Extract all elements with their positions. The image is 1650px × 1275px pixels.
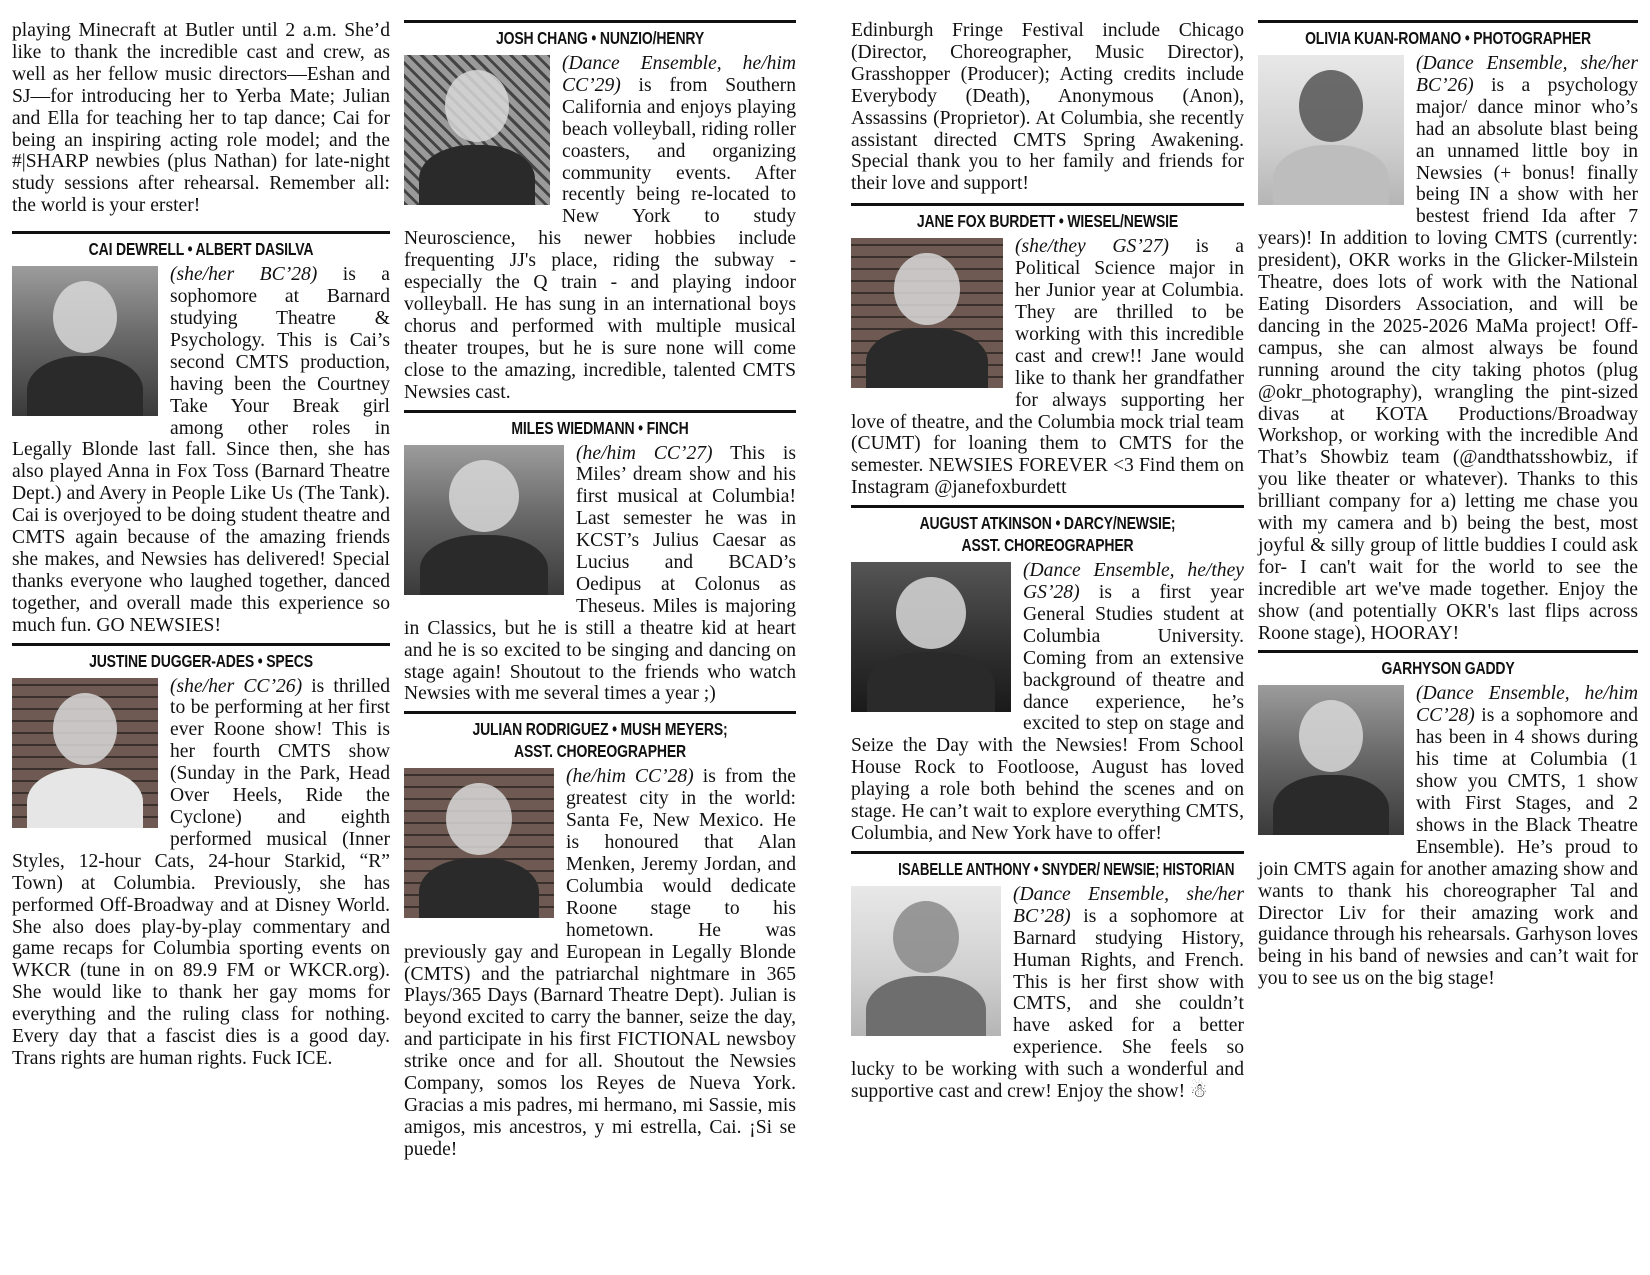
bio-heading: GARHYSON GADDY	[1381, 658, 1515, 679]
bio-heading: JANE FOX BURDETT • WIESEL/NEWSIE	[916, 211, 1179, 232]
bio-isabelle-anthony	[851, 851, 1244, 1103]
bio-text: is from Southern California and enjoys playing beach volleyball, riding roller coasters, and organizing community events. After recently being re-located to New York to study Neuroscience, his newer hobbies include frequenting JJ's place, riding the subway - especially the Q train - and playing indoor volleyball. He has sung in an international boys chorus and performed with multiple musical theater troupes, but he is sure none will come close to the amazing, incredible, talented CMTS Newsies cast.	[404, 74, 796, 403]
bio-miles-wiedmann	[404, 410, 796, 706]
pronouns-class: (she/her BC’28)	[170, 264, 318, 286]
pronouns-class: (Dance Ensemble, she/her BC’28)	[1013, 883, 1244, 927]
pronouns-class: (he/him CC’27)	[576, 442, 713, 464]
pronouns-class: (he/him CC’28)	[566, 766, 694, 788]
bio-olivia-kuan-romano	[1258, 20, 1638, 644]
headshot-photo	[404, 768, 554, 918]
bio-august-atkinson	[851, 505, 1244, 845]
headshot-photo	[1258, 55, 1404, 205]
bio-text: This is Miles’ dream show and his first musical at Columbia! Last semester he was in KCST’s Julius Caesar as Lucius and BCAD’s Oedipus at Colonus as Theseus. Miles is majoring in Classics, but he is still a theatre kid at heart and he is so excited to be singing and dancing on stage again! Shoutout to the friends who watch Newsies with me several times a year ;)	[404, 442, 796, 705]
bio-heading: OLIVIA KUAN-ROMANO • PHOTOGRAPHER	[1305, 28, 1591, 48]
headshot-photo	[404, 445, 564, 595]
pronouns-class: (she/her CC’26)	[170, 675, 303, 697]
headshot-photo	[1258, 685, 1404, 835]
column-1	[12, 0, 390, 1070]
bio-text: is from the greatest city in the world: Santa Fe, New Mexico. He is honoured that Alan Menken, Jeremy Jordan, and Columbia would dedicate Roone stage to his hometown. He was previously gay and European in Legally Blonde (CMTS) and the patriarchal nightmare in 365 Plays/365 Days (Barnard Theatre Dept). Julian is beyond excited to carry the banner, seize the day, and participate in his first FICTIONAL newsboy strike once and for all. Shoutout the Newsies Company, somos los Reyes de Nueva York. Gracias a mis padres, mi hermano, mi Sassie, mis amigos, mis ancestros, y mi estrella, Cai. ¡Si se puede!	[404, 766, 796, 1160]
headshot-photo	[851, 238, 1003, 388]
pronouns-class: (Dance Ensemble, he/they GS’28)	[1023, 560, 1244, 604]
pronouns-class: (Dance Ensemble, he/him CC’29)	[562, 53, 796, 96]
pronouns-class: (Dance Ensemble, she/her BC’26)	[1416, 53, 1638, 96]
headshot-photo	[12, 678, 158, 828]
bio-heading: ISABELLE ANTHONY • SNYDER/ NEWSIE; HISTORIAN	[898, 858, 1235, 879]
bio-josh-chang	[404, 20, 796, 404]
bio-heading-line-1: JULIAN RODRIGUEZ • MUSH MEYERS;	[472, 719, 728, 740]
column-4	[1258, 20, 1638, 990]
bio-heading: CAI DEWRELL • ALBERT DASILVA	[88, 239, 314, 260]
bio-text: is a sophomore and has been in 4 shows during his time at Columbia (1 show you CMTS, 1 show with First Stages, and 2 shows in the Black Theatre Ensemble). He’s proud to join CMTS again for another amazing show and wants to thank his choreographer Tal and Director Liv for their amazing work and guidance through his rehearsals. Garhyson loves being in his band of newsies and can’t wait for you to see us on the big stage!	[1258, 705, 1638, 990]
headshot-photo	[12, 266, 158, 416]
continued-bio-text: Edinburgh Fringe Festival include Chicago (Director, Choreographer, Music Director), Grasshopper (Producer); Acting credits include Everybody (Death), Anonymous (Anon), Assassins (Proprietor). At Columbia, she recently assistant directed CMTS Spring Awakening. Special thank you to her family and friends for their love and support!	[851, 20, 1244, 195]
bio-text: is a psychology major/ dance minor who’s had an absolute blast being an unnamed little boy in Newsies (+ bonus! finally being IN a show with her bestest friend Ida after 7 years)! In addition to loving CMTS (currently: president), OKR works in the Glicker-Milstein Theatre, does lots of work with the National Eating Disorders Association, and will be dancing in the 2025-2026 MaMa project! Off-campus, she can almost always be found running around the city taking photos (plug @okr_photography), wrangling the pint-sized divas at KOTA Productions/Broadway Workshop, or working with the incredible And That’s Showbiz team (@andthatsshowbiz, if you like theater or whatever). Thanks to this brilliant company for a) letting me chase you with my camera and b) being the best, most joyful & silly group of little buddies I could ask for- I can't wait for the world to see the incredible art we've made together. Enjoy the show (and potentially OKR's last flips across Roone stage), HOORAY!	[1258, 74, 1638, 644]
bio-julian-rodriguez	[404, 711, 796, 1160]
bio-heading-line-2: ASST. CHOREOGRAPHER	[514, 741, 686, 762]
bio-heading: JOSH CHANG • NUNZIO/HENRY	[495, 28, 705, 48]
headshot-photo	[851, 562, 1011, 712]
bio-jane-fox-burdett	[851, 203, 1244, 499]
column-2	[404, 20, 796, 1161]
column-3	[851, 0, 1244, 1103]
pronouns-class: (Dance Ensemble, he/him CC’28)	[1416, 683, 1638, 727]
bio-heading-line-1: AUGUST ATKINSON • DARCY/NEWSIE;	[919, 513, 1176, 534]
bio-text: is a first year General Studies student at Columbia University. Coming from an extensive background of theatre and dance experience, he’s excited to step on stage and Seize the Day with the Newsies! From School House Rock to Footloose, August has loved playing a role both behind the scenes and on stage. He can’t wait to explore everything CMTS, Columbia, and New York have to offer!	[851, 582, 1244, 844]
pronouns-class: (she/they GS’27)	[1015, 236, 1169, 258]
bio-justine-dugger-ades	[12, 643, 390, 1070]
bio-heading: JUSTINE DUGGER-ADES • SPECS	[89, 650, 313, 671]
continued-bio-text: playing Minecraft at Butler until 2 a.m. She’d like to thank the incredible cast and crew, as well as her fellow music directors—Eshan and SJ—for introducing her to Yerba Mate; Julian and Ella for teaching her to tap dance; Cai for being an inspiring acting role model; and the #|SHARP newbies (plus Nathan) for late-night study sessions after rehearsal. Remember all: the world is your erster!	[12, 20, 390, 217]
bio-text: is a Political Science major in her Junior year at Columbia. They are thrilled to be working with this incredible cast and crew!! Jane would like to thank her grandfather for always supporting her love of theatre, and the Columbia mock trial team (CUMT) for loaning them to CMTS for the semester. NEWSIES FOREVER <3 Find them on Instagram @janefoxburdett	[851, 236, 1244, 499]
bio-text: is thrilled to be performing at her first ever Roone show! This is her fourth CMTS show (Sunday in the Park, Head Over Heels, Ride the Cyclone) and eighth performed musical (Inner Styles, 12-hour Cats, 24-hour Starkid, “R” Town) at Columbia. Previously, she has performed Off-Broadway and at Disney World. She also does play-by-play commentary and game recaps for Columbia sporting events on WKCR (tune in on 89.9 FM or WKCR.org). She would like to thank her gay moms for everything and the ruling class for nothing. Every day that a fascist dies is a good day. Trans rights are human rights. Fuck ICE.	[12, 675, 390, 1069]
bio-heading-line-2: ASST. CHOREOGRAPHER	[961, 535, 1134, 556]
bio-heading: MILES WIEDMANN • FINCH	[511, 417, 689, 438]
bio-text: is a sophomore at Barnard studying History, Human Rights, and French. This is her first show with CMTS, and she couldn’t have asked for a better experience. She feels so lucky to be working with such a wonderful and supportive cast and crew! Enjoy the show! ☃	[851, 905, 1244, 1103]
bio-garhyson-gaddy	[1258, 650, 1638, 990]
bio-cai-dewrell	[12, 231, 390, 636]
bio-text: is a sophomore at Barnard studying Theatre & Psychology. This is Cai’s second CMTS production, having been the Courtney Take Your Break girl among other roles in Legally Blonde last fall. Since then, she has also played Anna in Fox Toss (Barnard Theatre Dept.) and Avery in People Like Us (The Tank). Cai is overjoyed to be doing student theatre and CMTS again because of the amazing friends she makes, and Newsies has delivered! Special thanks everyone who laughed together, danced together, and overall made this experience so much fun. GO NEWSIES!	[12, 264, 390, 636]
headshot-photo	[851, 886, 1001, 1036]
headshot-photo	[404, 55, 550, 205]
